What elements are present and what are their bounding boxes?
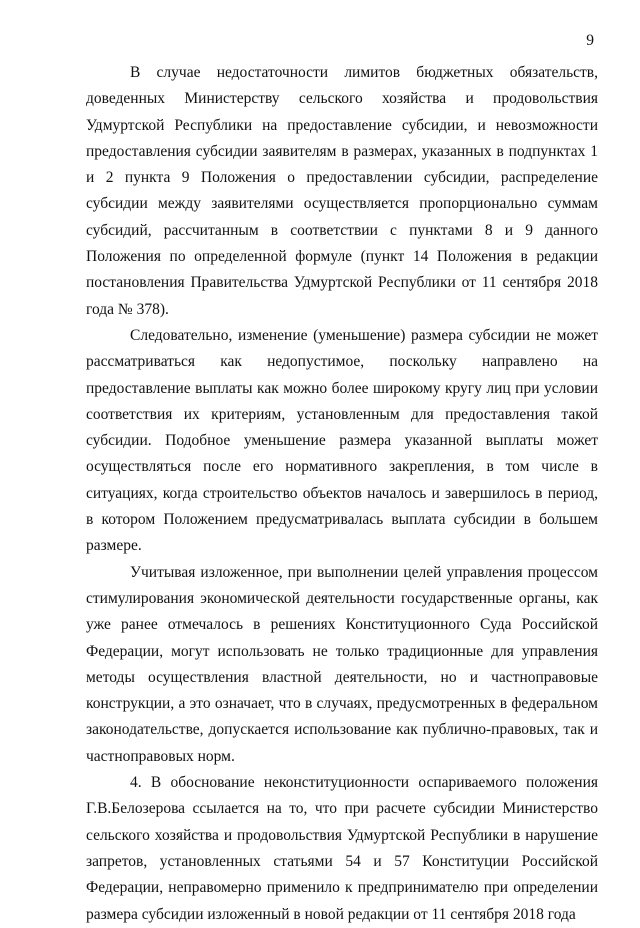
paragraph-state-methods: Учитывая изложенное, при выполнении целей управления процессом стимулирования экономической деятельности государственные органы, как уже ранее отмечалось в решениях Конституционного Суда Российской Федерации, могут использовать не только традиционные для управления методы осуществления властной деятельности, но и частноправовые конструкции, а это означает, что в случаях, предусмотренных в федеральном законодательстве, допускается использование как публично-правовых, так и частноправовых норм. <box>86 563 598 765</box>
paragraph-subsidy-reduction: Следовательно, изменение (уменьшение) размера субсидии не может рассматриваться как недопустимое, поскольку направлено на предоставление выплаты как можно более широкому кругу лиц при условии соответствия их критериям, установленным для предоставления такой субсидии. Подобное уменьшение размера указанной выплаты может осуществляться после его нормативного закрепления, в том числе в ситуациях, когда строительство объектов началось и завершилось в период, в котором Положением предусматривалась выплата субсидии в большем размере. <box>86 326 598 555</box>
paragraph-unconstitutionality-claim: 4. В обоснование неконституционности оспариваемого положения Г.В.Белозерова ссылается на то, что при расчете субсидии Министерство сельского хозяйства и продовольствия Удмуртской Республики в нарушение запретов, установленных статьями 54 и 57 Конституции Российской Федерации, неправомерно применило к предпринимателю при определении размера субсидии изложенный в новой редакции от 11 сентября 2018 года <box>86 774 598 923</box>
document-body <box>86 60 598 928</box>
paragraph-budget-limits: В случае недостаточности лимитов бюджетных обязательств, доведенных Министерству сельского хозяйства и продовольствия Удмуртской Республики на предоставление субсидии, и невозможности предоставления субсидии заявителям в размерах, указанных в подпунктах 1 и 2 пункта 9 Положения о предоставлении субсидии, распределение субсидии между заявителями осуществляется пропорционально суммам субсидий, рассчитанным в соответствии с пунктами 8 и 9 данного Положения по определенной формуле (пункт 14 Положения в редакции постановления Правительства Удмуртской Республики от 11 сентября 2018 года № 378). <box>86 64 598 318</box>
page-number: 9 <box>586 32 594 49</box>
